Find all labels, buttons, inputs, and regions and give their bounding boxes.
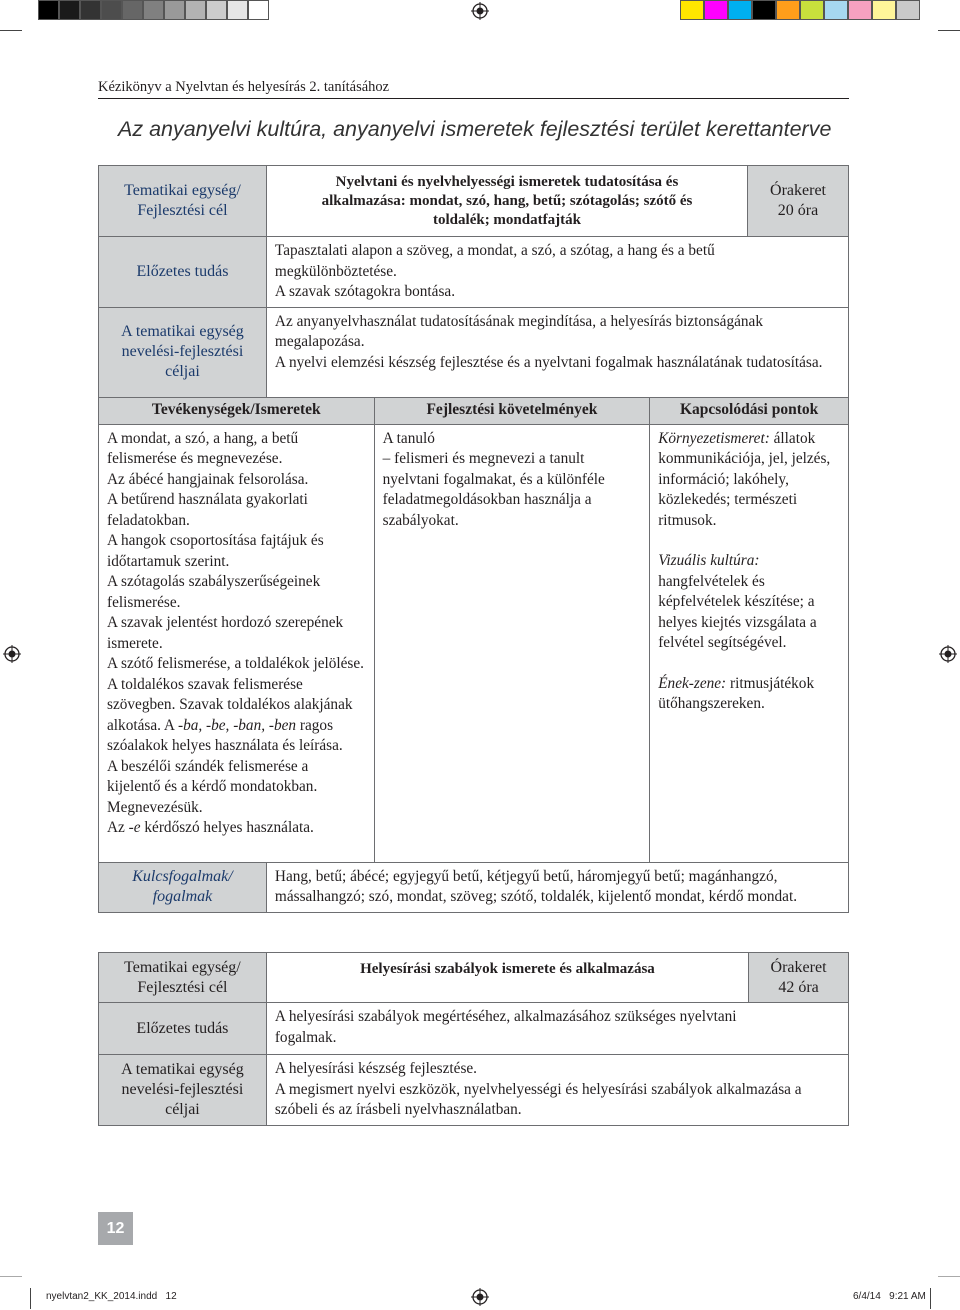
crop-mark <box>930 1288 931 1309</box>
requirements-cell <box>374 424 650 862</box>
goal-line: A helyesírási készség fejlesztése. <box>274 1060 478 1077</box>
prior-knowledge <box>266 237 848 308</box>
color-swatch <box>122 0 143 20</box>
label-unit: Tematikai egység/ Fejlesztési cél <box>99 166 267 237</box>
activity-item: A szótagolás szabályszerűségeinek felismerése. <box>107 573 321 611</box>
unit-title: Nyelvtani és nyelvhelyességi ismeretek tudatosítása és alkalmazása: mondat, szó, hang, betű; szótagolás; szótő és toldalék; mondatfajták <box>266 166 747 237</box>
link-subject: Vizuális kultúra: <box>658 552 760 569</box>
color-swatch <box>38 0 59 20</box>
activity-item: A betűrend használata gyakorlati feladatokban. <box>107 491 308 529</box>
activity-text: A toldalékos szavak felismerése szövegben. Szavak toldalékos alakjának alkotása. <box>107 675 353 734</box>
color-swatch <box>206 0 227 20</box>
label-goals: A tematikai egység nevelési-fejlesztési céljai <box>99 1055 267 1126</box>
goals <box>266 307 848 397</box>
running-head: Kézikönyv a Nyelvtan és helyesírás 2. tanításához <box>98 79 390 95</box>
color-swatch <box>59 0 80 20</box>
prior-knowledge: A helyesírási szabályok megértéséhez, alkalmazásához szükséges nyelvtani fogalmak. <box>266 1003 848 1055</box>
col-header-requirements: Fejlesztési követelmények <box>374 397 650 424</box>
link-item <box>658 674 840 715</box>
activity-text: ragos szóalakok helyes használata és leírása. <box>107 716 343 754</box>
label-key-terms: Kulcsfogalmak/ fogalmak <box>99 862 267 912</box>
requirements-intro: A tanuló <box>382 429 435 447</box>
activity-item: A szavak jelentést hordozó szerepének ismerete. <box>107 614 344 652</box>
unit-title: Helyesírási szabályok ismerete és alkalmazása <box>266 953 748 1003</box>
color-swatch <box>101 0 122 20</box>
activity-item <box>107 818 366 839</box>
hours-value: 42 óra <box>778 978 819 996</box>
label-prior: Előzetes tudás <box>99 237 267 308</box>
color-swatch <box>800 0 824 20</box>
links-cell <box>650 424 849 862</box>
hours-value: 20 óra <box>777 202 819 219</box>
header-rule <box>98 98 849 99</box>
color-swatch <box>752 0 776 20</box>
activity-item: A beszélői szándék felismerése a kijelentő és a kérdő mondatokban. Megnevezésük. <box>107 757 318 816</box>
col-header-activities: Tevékenységek/Ismeretek <box>99 397 375 424</box>
activity-item <box>107 675 366 757</box>
registration-mark-icon <box>3 645 21 663</box>
label-prior: Előzetes tudás <box>99 1003 267 1055</box>
crop-mark <box>30 1288 31 1309</box>
key-terms: Hang, betű; ábécé; egyjegyű betű, kétjegyű betű, háromjegyű betű; magánhangzó, mássalhangzó; szó, mondat, szöveg; szótő, toldalék, kijelentő mondat, kérdő mondat. <box>266 862 848 912</box>
page-title: Az anyanyelvi kultúra, anyanyelvi ismeretek fejlesztési terület kerettanterve <box>118 117 832 141</box>
goal-line: Az anyanyelvhasználat tudatosításának megindítása, a helyesírás biztonságának megalapozása. <box>274 312 763 350</box>
hours-label: Órakeret <box>770 958 827 976</box>
activity-item: A szótő felismerése, a toldalékok jelölése. <box>107 655 364 672</box>
prior-line: A szavak szótagokra bontása. <box>274 283 456 300</box>
footer-date: 6/4/14 9:21 AM <box>853 1291 926 1302</box>
link-text: állatok kommunikációja, jel, jelzés, információ; lakóhely, közlekedés; természeti ritmusok. <box>658 429 831 529</box>
color-swatch <box>164 0 185 20</box>
prior-line: Tapasztalati alapon a szöveg, a mondat, a szó, a szótag, a hang és a betű megkülönböztetése. <box>274 242 715 280</box>
activity-text: A <box>160 716 178 734</box>
goal-line: A nyelvi elemzési készség fejlesztése és a nyelvtani fogalmak használatának tudatosítása. <box>274 353 823 371</box>
link-subject: Környezetismeret: <box>658 429 770 447</box>
page-number: 12 <box>98 1212 133 1245</box>
registration-mark-icon <box>939 645 957 663</box>
color-swatch <box>680 0 704 20</box>
color-swatch <box>143 0 164 20</box>
label-unit: Tematikai egység/ Fejlesztési cél <box>99 953 267 1003</box>
color-swatch <box>848 0 872 20</box>
link-text: ritmusjátékok ütőhangszereken. <box>658 674 815 712</box>
color-swatch <box>704 0 728 20</box>
color-swatch <box>824 0 848 20</box>
process-color-bar <box>680 0 920 22</box>
color-swatch <box>227 0 248 20</box>
activity-item: Az ábécé hangjainak felsorolása. <box>107 470 309 488</box>
crop-mark <box>938 30 960 31</box>
col-header-links: Kapcsolódási pontok <box>650 397 849 424</box>
registration-mark-icon <box>471 1288 489 1306</box>
crop-mark <box>0 30 22 31</box>
suffix-example: -e <box>128 819 141 836</box>
curriculum-table-2 <box>98 952 849 1126</box>
color-swatch <box>776 0 800 20</box>
activities-cell <box>99 424 375 862</box>
curriculum-table-1 <box>98 165 849 913</box>
hours-box <box>749 953 849 1003</box>
hours-box <box>748 166 849 237</box>
link-text: hangfelvételek és képfelvételek készítése; a helyes kiejtés vizsgálata a felvétel segítségével. <box>658 572 817 651</box>
color-swatch <box>185 0 206 20</box>
color-swatch <box>728 0 752 20</box>
activity-text: kérdőszó helyes használata. <box>140 819 314 836</box>
goals <box>266 1055 848 1126</box>
suffix-example: -ba, -be, -ban, -ben <box>177 716 297 734</box>
hours-label: Órakeret <box>770 182 826 199</box>
goal-line: A megismert nyelvi eszközök, nyelvhelyességi és helyesírási szabályok alkalmazása a szóbeli és az írásbeli nyelvhasználatban. <box>274 1080 802 1118</box>
link-subject: Ének-zene: <box>658 674 727 692</box>
requirements-item: – felismeri és megnevezi a tanult nyelvtani fogalmakat, és a különféle feladatmegoldásokban használja a szabályokat. <box>382 450 605 529</box>
grayscale-color-bar <box>38 0 269 22</box>
color-swatch <box>80 0 101 20</box>
color-swatch <box>872 0 896 20</box>
activity-item: A hangok csoportosítása fajtájuk és időtartamuk szerint. <box>107 532 324 570</box>
registration-mark-icon <box>471 2 489 20</box>
footer-filename: nyelvtan2_KK_2014.indd 12 <box>46 1291 177 1302</box>
color-swatch <box>248 0 269 20</box>
link-item <box>658 429 840 532</box>
color-swatch <box>896 0 920 20</box>
label-goals: A tematikai egység nevelési-fejlesztési céljai <box>99 307 267 397</box>
footer-rule <box>0 1276 22 1277</box>
link-item <box>658 551 840 654</box>
activity-item: A mondat, a szó, a hang, a betű felismerése és megnevezése. <box>107 429 299 467</box>
footer-rule <box>938 1276 960 1277</box>
activity-text: Az <box>107 819 129 836</box>
